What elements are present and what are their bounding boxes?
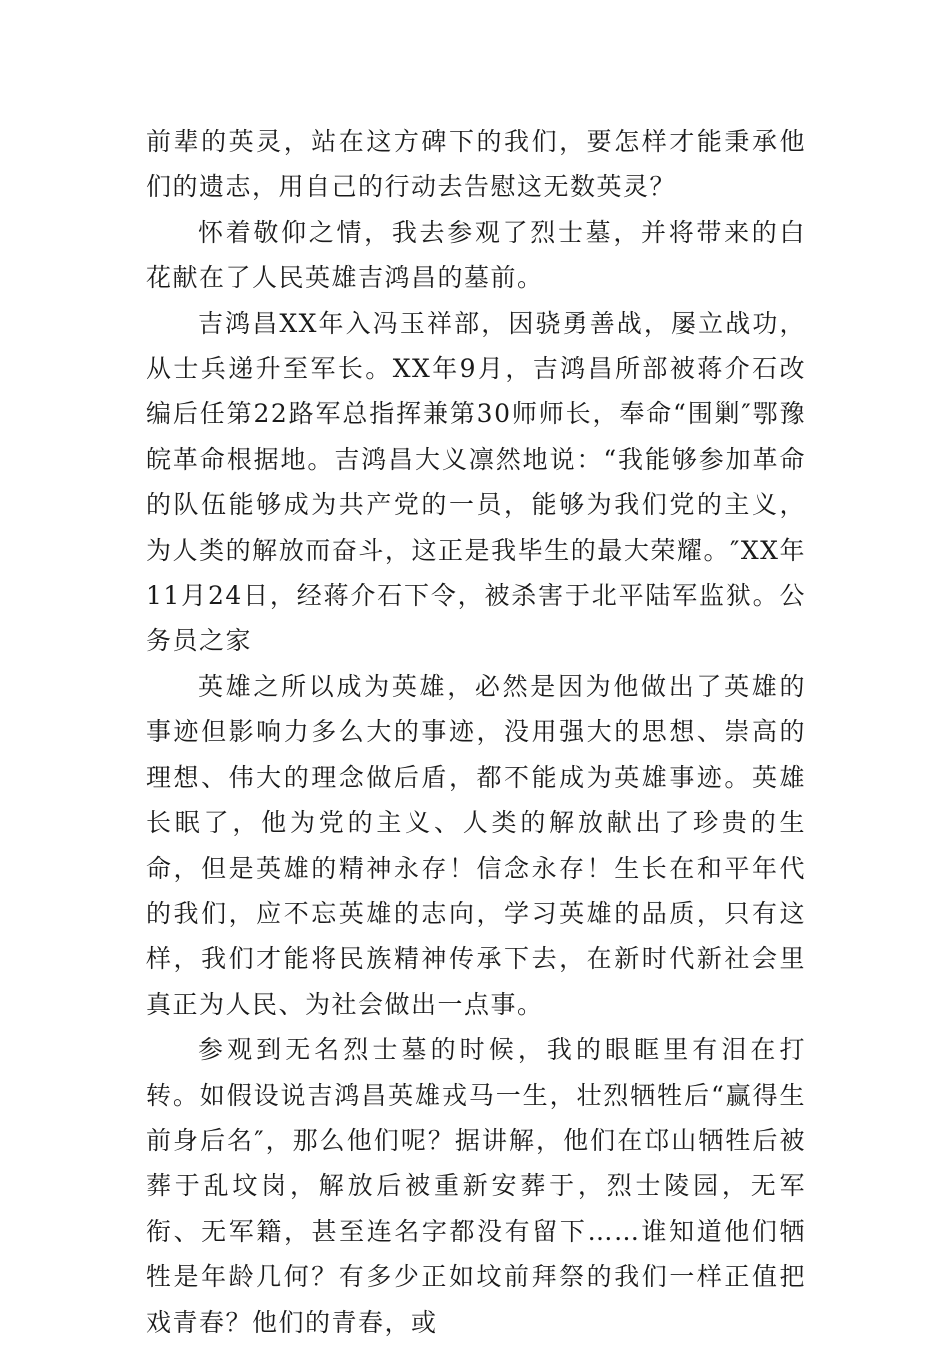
document-body (146, 119, 806, 1345)
paragraph-continuation: 前辈的英灵，站在这方碑下的我们，要怎样才能秉承他们的遗志，用自己的行动去告慰这无数英灵？ (146, 127, 806, 202)
paragraph-visit-tomb: 怀着敬仰之情，我去参观了烈士墓，并将带来的白花献在了人民英雄吉鸿昌的墓前。 (146, 217, 806, 293)
paragraph-unknown-martyrs: 参观到无名烈士墓的时候，我的眼眶里有泪在打转。如假设说吉鸿昌英雄戎马一生，壮烈牺牲后“赢得生前身后名″，那么他们呢？据讲解，他们在邙山牺牲后被葬于乱坟岗，解放后被重新安葬于，烈士陵园，无军衔、无军籍，甚至连名字都没有留下……谁知道他们牺牲是年龄几何？有多少正如坟前拜祭的我们一样正值把戏青春？他们的青春，或 (146, 1035, 806, 1337)
paragraph-ji-hongchang-biography: 吉鸿昌XX年入冯玉祥部，因骁勇善战，屡立战功，从士兵递升至军长。XX年9月，吉鸿昌所部被蒋介石改编后任第22路军总指挥兼第30师师长，奉命“围剿″鄂豫皖革命根据地。吉鸿昌大义凛然地说：“我能够参加革命的队伍能够成为共产党的一员，能够为我们党的主义，为人类的解放而奋斗，这正是我毕生的最大荣耀。″XX年11月24日，经蒋介石下令，被杀害于北平陆军监狱。公务员之家 (146, 308, 806, 656)
paragraph-hero-spirit: 英雄之所以成为英雄，必然是因为他做出了英雄的事迹但影响力多么大的事迹，没用强大的思想、崇高的理想、伟大的理念做后盾，都不能成为英雄事迹。英雄长眠了，他为党的主义、人类的解放献出了珍贵的生命，但是英雄的精神永存！信念永存！生长在和平年代的我们，应不忘英雄的志向，学习英雄的品质，只有这样，我们才能将民族精神传承下去，在新时代新社会里真正为人民、为社会做出一点事。 (146, 671, 806, 1019)
